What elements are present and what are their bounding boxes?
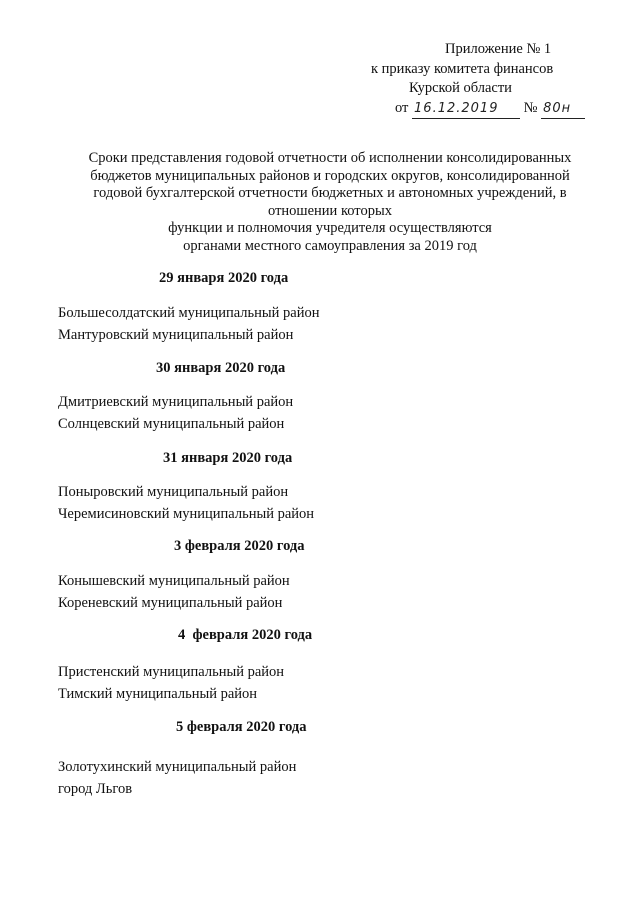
district-list: [58, 391, 293, 435]
district-item: Кореневский муниципальный район: [58, 595, 283, 611]
title-line: годовой бухгалтерской отчетности бюджетных и автономных учреждений, в: [93, 185, 567, 201]
title-line: органами местного самоуправления за 2019 год: [183, 237, 477, 254]
district-item: Тимский муниципальный район: [58, 686, 258, 702]
number-label: №: [523, 99, 538, 116]
deadline-date: 29 января 2020 года: [159, 270, 289, 286]
handwritten-date: 16.12.2019: [412, 99, 520, 120]
district-item: Дмитриевский муниципальный район: [58, 394, 294, 410]
district-item: Солнцевский муниципальный район: [58, 416, 285, 432]
title-line: бюджетов муниципальных районов и городских округов, консолидированной: [90, 167, 570, 184]
district-item: Мантуровский муниципальный район: [58, 327, 294, 343]
district-item: Большесолдатский муниципальный район: [58, 305, 320, 321]
district-list: [58, 570, 290, 614]
handwritten-number: 80н: [541, 99, 585, 120]
deadline-date: 4 февраля 2020 года: [178, 627, 313, 643]
deadline-date: 5 февраля 2020 года: [176, 719, 307, 735]
appendix-region: Курской области: [409, 80, 512, 96]
title-line: Сроки представления годовой отчетности об исполнении консолидированных: [88, 150, 572, 166]
deadline-date: 3 февраля 2020 года: [174, 538, 305, 554]
deadline-date: 31 января 2020 года: [163, 450, 293, 466]
district-list: [58, 661, 284, 705]
district-item: Черемисиновский муниципальный район: [58, 506, 315, 522]
district-item: Поныровский муниципальный район: [58, 484, 289, 500]
district-item: Золотухинский муниципальный район: [58, 759, 297, 775]
district-list: [58, 481, 314, 525]
district-item: город Льгов: [58, 781, 133, 797]
deadline-date: 30 января 2020 года: [156, 360, 286, 376]
appendix-date-line: [340, 99, 600, 120]
appendix-number: Приложение № 1: [445, 41, 552, 57]
district-item: Конышевский муниципальный район: [58, 573, 290, 589]
district-list: [58, 756, 296, 800]
appendix-order-ref: к приказу комитета финансов: [371, 60, 554, 77]
appendix-header: [340, 40, 600, 119]
document-title: [60, 150, 600, 255]
district-item: Пристенский муниципальный район: [58, 664, 285, 680]
from-label: от: [395, 99, 409, 116]
title-line: отношении которых: [268, 202, 392, 219]
district-list: [58, 302, 319, 346]
title-line: функции и полномочия учредителя осуществляются: [168, 220, 492, 236]
